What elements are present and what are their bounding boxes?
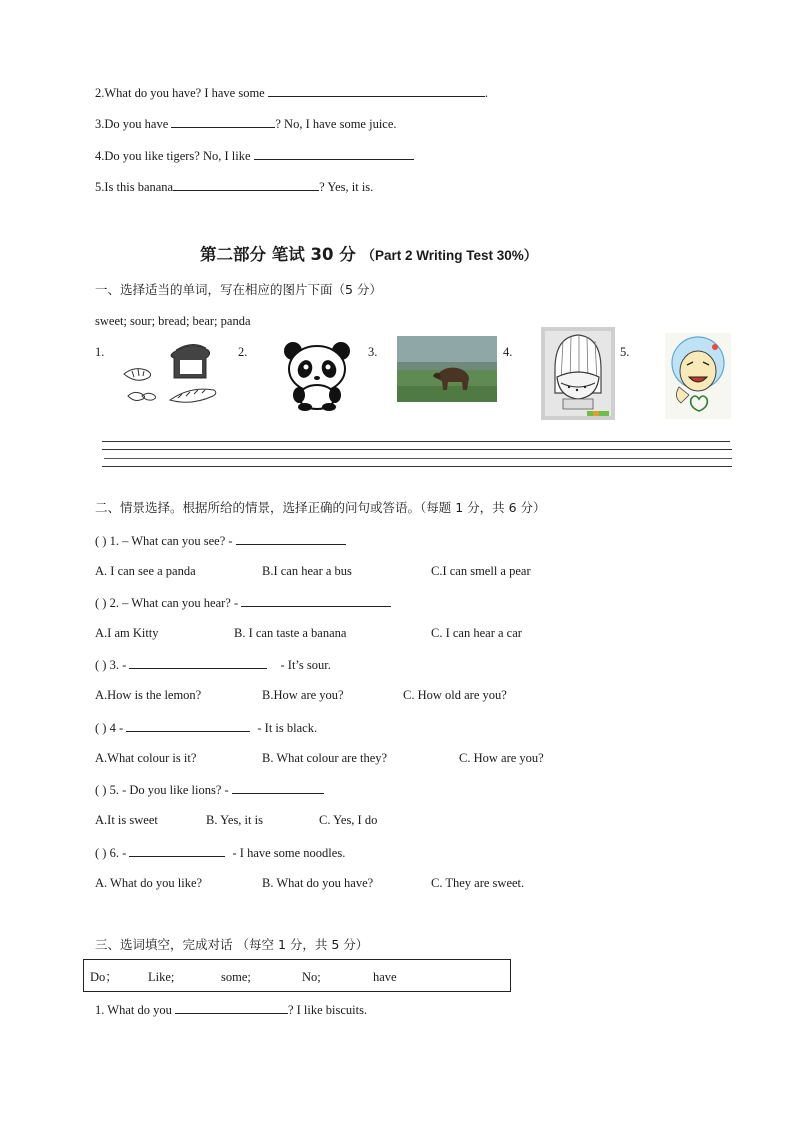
option-b: B. I can taste a banana bbox=[234, 626, 347, 640]
word-bank-item: Do； bbox=[90, 970, 118, 984]
option-b: B. Yes, it is bbox=[206, 813, 263, 827]
choice-question-1: ( ) 1. – What can you see? - bbox=[95, 532, 346, 549]
choice-question-5: ( ) 5. - Do you like lions? - bbox=[95, 781, 324, 798]
option-a: A.How is the lemon? bbox=[95, 688, 202, 702]
picture-number: 3. bbox=[368, 345, 378, 359]
section2-heading: 二、情景选择。根据所给的情景，选择正确的问句或答语。（每题 1 分，共 6 分） bbox=[95, 500, 546, 515]
question-4: 4.Do you like tigers? No, I like bbox=[95, 147, 414, 164]
answer-blank[interactable] bbox=[254, 147, 414, 160]
question-2: 2.What do you have? I have some . bbox=[95, 86, 488, 100]
fill-question-1: 1. What do you ? I like biscuits. bbox=[95, 1003, 368, 1017]
section1-heading: 一、选择适当的单词，写在相应的图片下面（5 分） bbox=[95, 282, 382, 297]
answer-blank[interactable] bbox=[232, 781, 324, 794]
question-3: 3.Do you have ? No, I have some juice. bbox=[95, 117, 397, 131]
option-b: B.How are you? bbox=[262, 688, 344, 702]
writing-line[interactable] bbox=[102, 449, 732, 450]
answer-blank[interactable] bbox=[126, 719, 250, 732]
option-a: A.It is sweet bbox=[95, 813, 158, 827]
option-c: C. They are sweet. bbox=[431, 876, 525, 890]
option-c: C. Yes, I do bbox=[319, 813, 378, 827]
option-c: C. I can hear a car bbox=[431, 626, 522, 640]
option-c: C. How old are you? bbox=[403, 688, 507, 702]
answer-blank[interactable] bbox=[241, 594, 391, 607]
question-5: 5.Is this banana ? Yes, it is. bbox=[95, 180, 374, 194]
panda-picture bbox=[275, 339, 359, 411]
option-a: A. What do you like? bbox=[95, 876, 203, 890]
picture-number: 5. bbox=[620, 345, 630, 359]
answer-blank[interactable] bbox=[268, 84, 485, 97]
choice-question-4: ( ) 4 - - It is black. bbox=[95, 721, 318, 735]
choice-question-2: ( ) 2. – What can you hear? - bbox=[95, 594, 391, 611]
word-bank-item: have bbox=[373, 970, 397, 984]
option-b: B. What colour are they? bbox=[262, 751, 388, 765]
part2-title: 第二部分 笔试 30 分 （Part 2 Writing Test 30%） bbox=[200, 245, 538, 264]
picture-number: 2. bbox=[238, 345, 248, 359]
option-b: B. What do you have? bbox=[262, 876, 374, 890]
option-a: A. I can see a panda bbox=[95, 564, 196, 578]
picture-number: 4. bbox=[503, 345, 513, 359]
word-bank-item: No; bbox=[302, 970, 321, 984]
option-a: A.I am Kitty bbox=[95, 626, 159, 640]
option-b: B.I can hear a bus bbox=[262, 564, 352, 578]
choice-question-6: ( ) 6. - - I have some noodles. bbox=[95, 846, 346, 860]
option-c: C. How are you? bbox=[459, 751, 544, 765]
bear-picture bbox=[397, 336, 497, 402]
writing-line[interactable] bbox=[102, 441, 730, 442]
answer-blank[interactable] bbox=[129, 844, 225, 857]
sweet-face-picture bbox=[665, 333, 731, 419]
answer-blank[interactable] bbox=[129, 656, 267, 669]
answer-blank[interactable] bbox=[175, 1001, 288, 1014]
writing-line[interactable] bbox=[104, 458, 732, 459]
writing-line[interactable] bbox=[102, 466, 732, 467]
word-bank-item: Like; bbox=[148, 970, 175, 984]
word-bank-item: some; bbox=[221, 970, 251, 984]
section3-heading: 三、选词填空，完成对话 （每空 1 分，共 5 分） bbox=[95, 937, 369, 952]
picture-number: 1. bbox=[95, 345, 105, 359]
answer-blank[interactable] bbox=[236, 532, 346, 545]
sour-girl-picture bbox=[541, 327, 615, 420]
choice-question-3: ( ) 3. - - It’s sour. bbox=[95, 658, 331, 672]
option-c: C.I can smell a pear bbox=[431, 564, 531, 578]
bread-picture bbox=[118, 338, 218, 412]
answer-blank[interactable] bbox=[173, 178, 319, 191]
option-a: A.What colour is it? bbox=[95, 751, 197, 765]
answer-blank[interactable] bbox=[171, 115, 275, 128]
word-list: sweet; sour; bread; bear; panda bbox=[95, 314, 251, 328]
